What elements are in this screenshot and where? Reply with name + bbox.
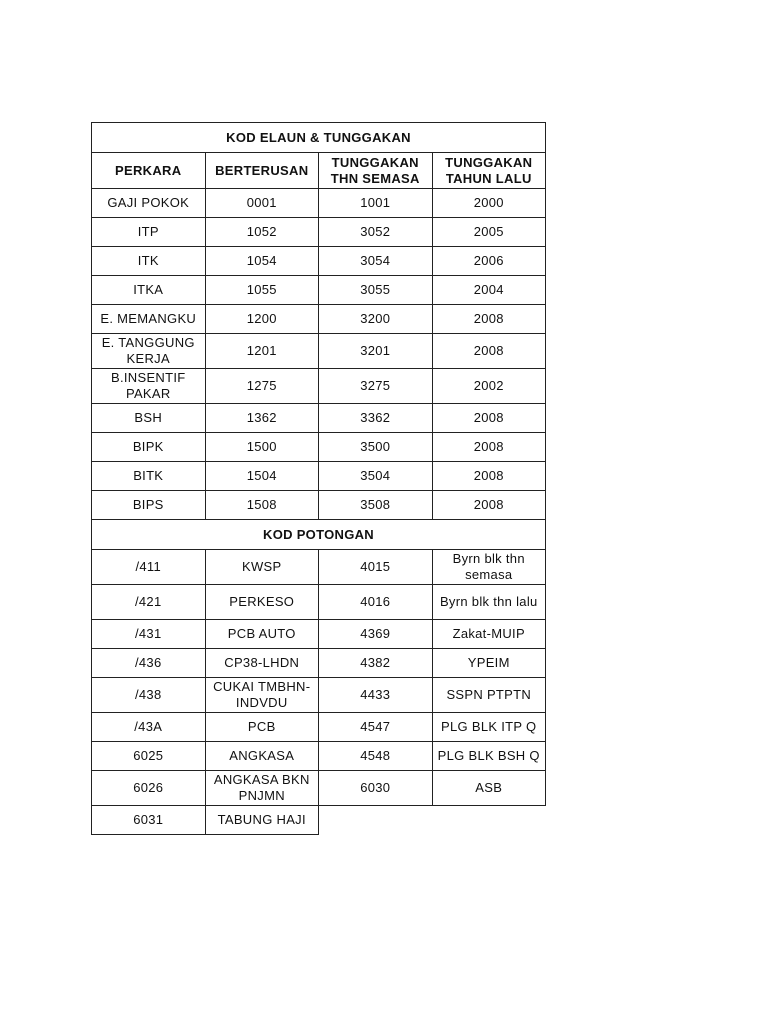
header-tunggakan-thn-semasa: TUNGGAKAN THN SEMASA [319, 153, 433, 189]
table-cell: PCB AUTO [205, 620, 319, 649]
elaun-row [92, 218, 546, 247]
table-cell: 6026 [92, 771, 206, 806]
table-cell: 3200 [319, 305, 433, 334]
table-cell: KWSP [205, 550, 319, 585]
table-cell: 1504 [205, 462, 319, 491]
table-cell: SSPN PTPTN [432, 678, 546, 713]
table-cell: /438 [92, 678, 206, 713]
table-cell: BIPK [92, 433, 206, 462]
table-cell: BIPS [92, 491, 206, 520]
elaun-row [92, 305, 546, 334]
table-cell: ANGKASA [205, 742, 319, 771]
table-header-row [92, 153, 546, 189]
table-cell: /436 [92, 649, 206, 678]
header-perkara: PERKARA [92, 153, 206, 189]
table-cell: 3055 [319, 276, 433, 305]
table-cell: 4382 [319, 649, 433, 678]
table-cell: ITP [92, 218, 206, 247]
section-title-row [92, 520, 546, 550]
table-cell: GAJI POKOK [92, 189, 206, 218]
elaun-row [92, 404, 546, 433]
table-cell: 4547 [319, 713, 433, 742]
elaun-row [92, 462, 546, 491]
elaun-row [92, 247, 546, 276]
table-cell: /43A [92, 713, 206, 742]
table-cell: 6030 [319, 771, 433, 806]
potongan-row [92, 771, 546, 806]
header-tunggakan-tahun-lalu: TUNGGAKAN TAHUN LALU [432, 153, 546, 189]
table-cell: 1508 [205, 491, 319, 520]
table-cell: BSH [92, 404, 206, 433]
table-cell: 4548 [319, 742, 433, 771]
table-cell: 2006 [432, 247, 546, 276]
table-cell: 2008 [432, 491, 546, 520]
table-cell: 2005 [432, 218, 546, 247]
header-berterusan: BERTERUSAN [205, 153, 319, 189]
table-cell: 1362 [205, 404, 319, 433]
table-cell: BITK [92, 462, 206, 491]
potongan-row [92, 742, 546, 771]
elaun-row [92, 276, 546, 305]
potongan-row [92, 678, 546, 713]
potongan-row [92, 806, 546, 835]
table-cell: PLG BLK BSH Q [432, 742, 546, 771]
table-cell: 4015 [319, 550, 433, 585]
elaun-row [92, 189, 546, 218]
empty-cell [432, 806, 546, 835]
table-cell: 3500 [319, 433, 433, 462]
table-cell: 6031 [92, 806, 206, 835]
potongan-row [92, 550, 546, 585]
table-cell: /421 [92, 585, 206, 620]
table-cell: 1500 [205, 433, 319, 462]
table-cell: 3275 [319, 369, 433, 404]
elaun-row [92, 433, 546, 462]
table-cell: 4369 [319, 620, 433, 649]
table-cell: 2008 [432, 404, 546, 433]
potongan-row [92, 649, 546, 678]
potongan-row [92, 620, 546, 649]
elaun-row [92, 491, 546, 520]
table-cell: TABUNG HAJI [205, 806, 319, 835]
elaun-row [92, 369, 546, 404]
table-cell: 3201 [319, 334, 433, 369]
table-cell: YPEIM [432, 649, 546, 678]
table-cell: Byrn blk thn semasa [432, 550, 546, 585]
table-cell: 2008 [432, 334, 546, 369]
table-title-row [92, 123, 546, 153]
table-cell: E. TANGGUNG KERJA [92, 334, 206, 369]
table-cell: 1052 [205, 218, 319, 247]
table-cell: Byrn blk thn lalu [432, 585, 546, 620]
codes-table-body [92, 123, 546, 835]
table-cell: ANGKASA BKN PNJMN [205, 771, 319, 806]
table-title: KOD ELAUN & TUNGGAKAN [92, 123, 546, 153]
table-cell: 1001 [319, 189, 433, 218]
empty-cell [319, 806, 433, 835]
table-cell: 2008 [432, 305, 546, 334]
elaun-row [92, 334, 546, 369]
table-cell: 3054 [319, 247, 433, 276]
table-cell: CP38-LHDN [205, 649, 319, 678]
table-cell: ITK [92, 247, 206, 276]
table-cell: B.INSENTIF PAKAR [92, 369, 206, 404]
table-cell: Zakat-MUIP [432, 620, 546, 649]
table-cell: 1200 [205, 305, 319, 334]
table-cell: 6025 [92, 742, 206, 771]
table-cell: 2000 [432, 189, 546, 218]
table-cell: 3052 [319, 218, 433, 247]
table-cell: 1275 [205, 369, 319, 404]
table-cell: 1201 [205, 334, 319, 369]
table-cell: 1054 [205, 247, 319, 276]
codes-table [91, 122, 546, 835]
section-title: KOD POTONGAN [92, 520, 546, 550]
table-cell: 4016 [319, 585, 433, 620]
table-cell: 2002 [432, 369, 546, 404]
table-cell: PCB [205, 713, 319, 742]
table-cell: 0001 [205, 189, 319, 218]
table-cell: 3362 [319, 404, 433, 433]
table-cell: ASB [432, 771, 546, 806]
table-cell: 2008 [432, 433, 546, 462]
table-cell: 2004 [432, 276, 546, 305]
potongan-row [92, 585, 546, 620]
table-cell: /431 [92, 620, 206, 649]
table-cell: 3508 [319, 491, 433, 520]
table-cell: E. MEMANGKU [92, 305, 206, 334]
table-cell: 4433 [319, 678, 433, 713]
table-cell: 1055 [205, 276, 319, 305]
table-cell: PLG BLK ITP Q [432, 713, 546, 742]
table-cell: ITKA [92, 276, 206, 305]
table-cell: 2008 [432, 462, 546, 491]
table-cell: PERKESO [205, 585, 319, 620]
table-cell: CUKAI TMBHN-INDVDU [205, 678, 319, 713]
table-cell: 3504 [319, 462, 433, 491]
table-cell: /411 [92, 550, 206, 585]
potongan-row [92, 713, 546, 742]
